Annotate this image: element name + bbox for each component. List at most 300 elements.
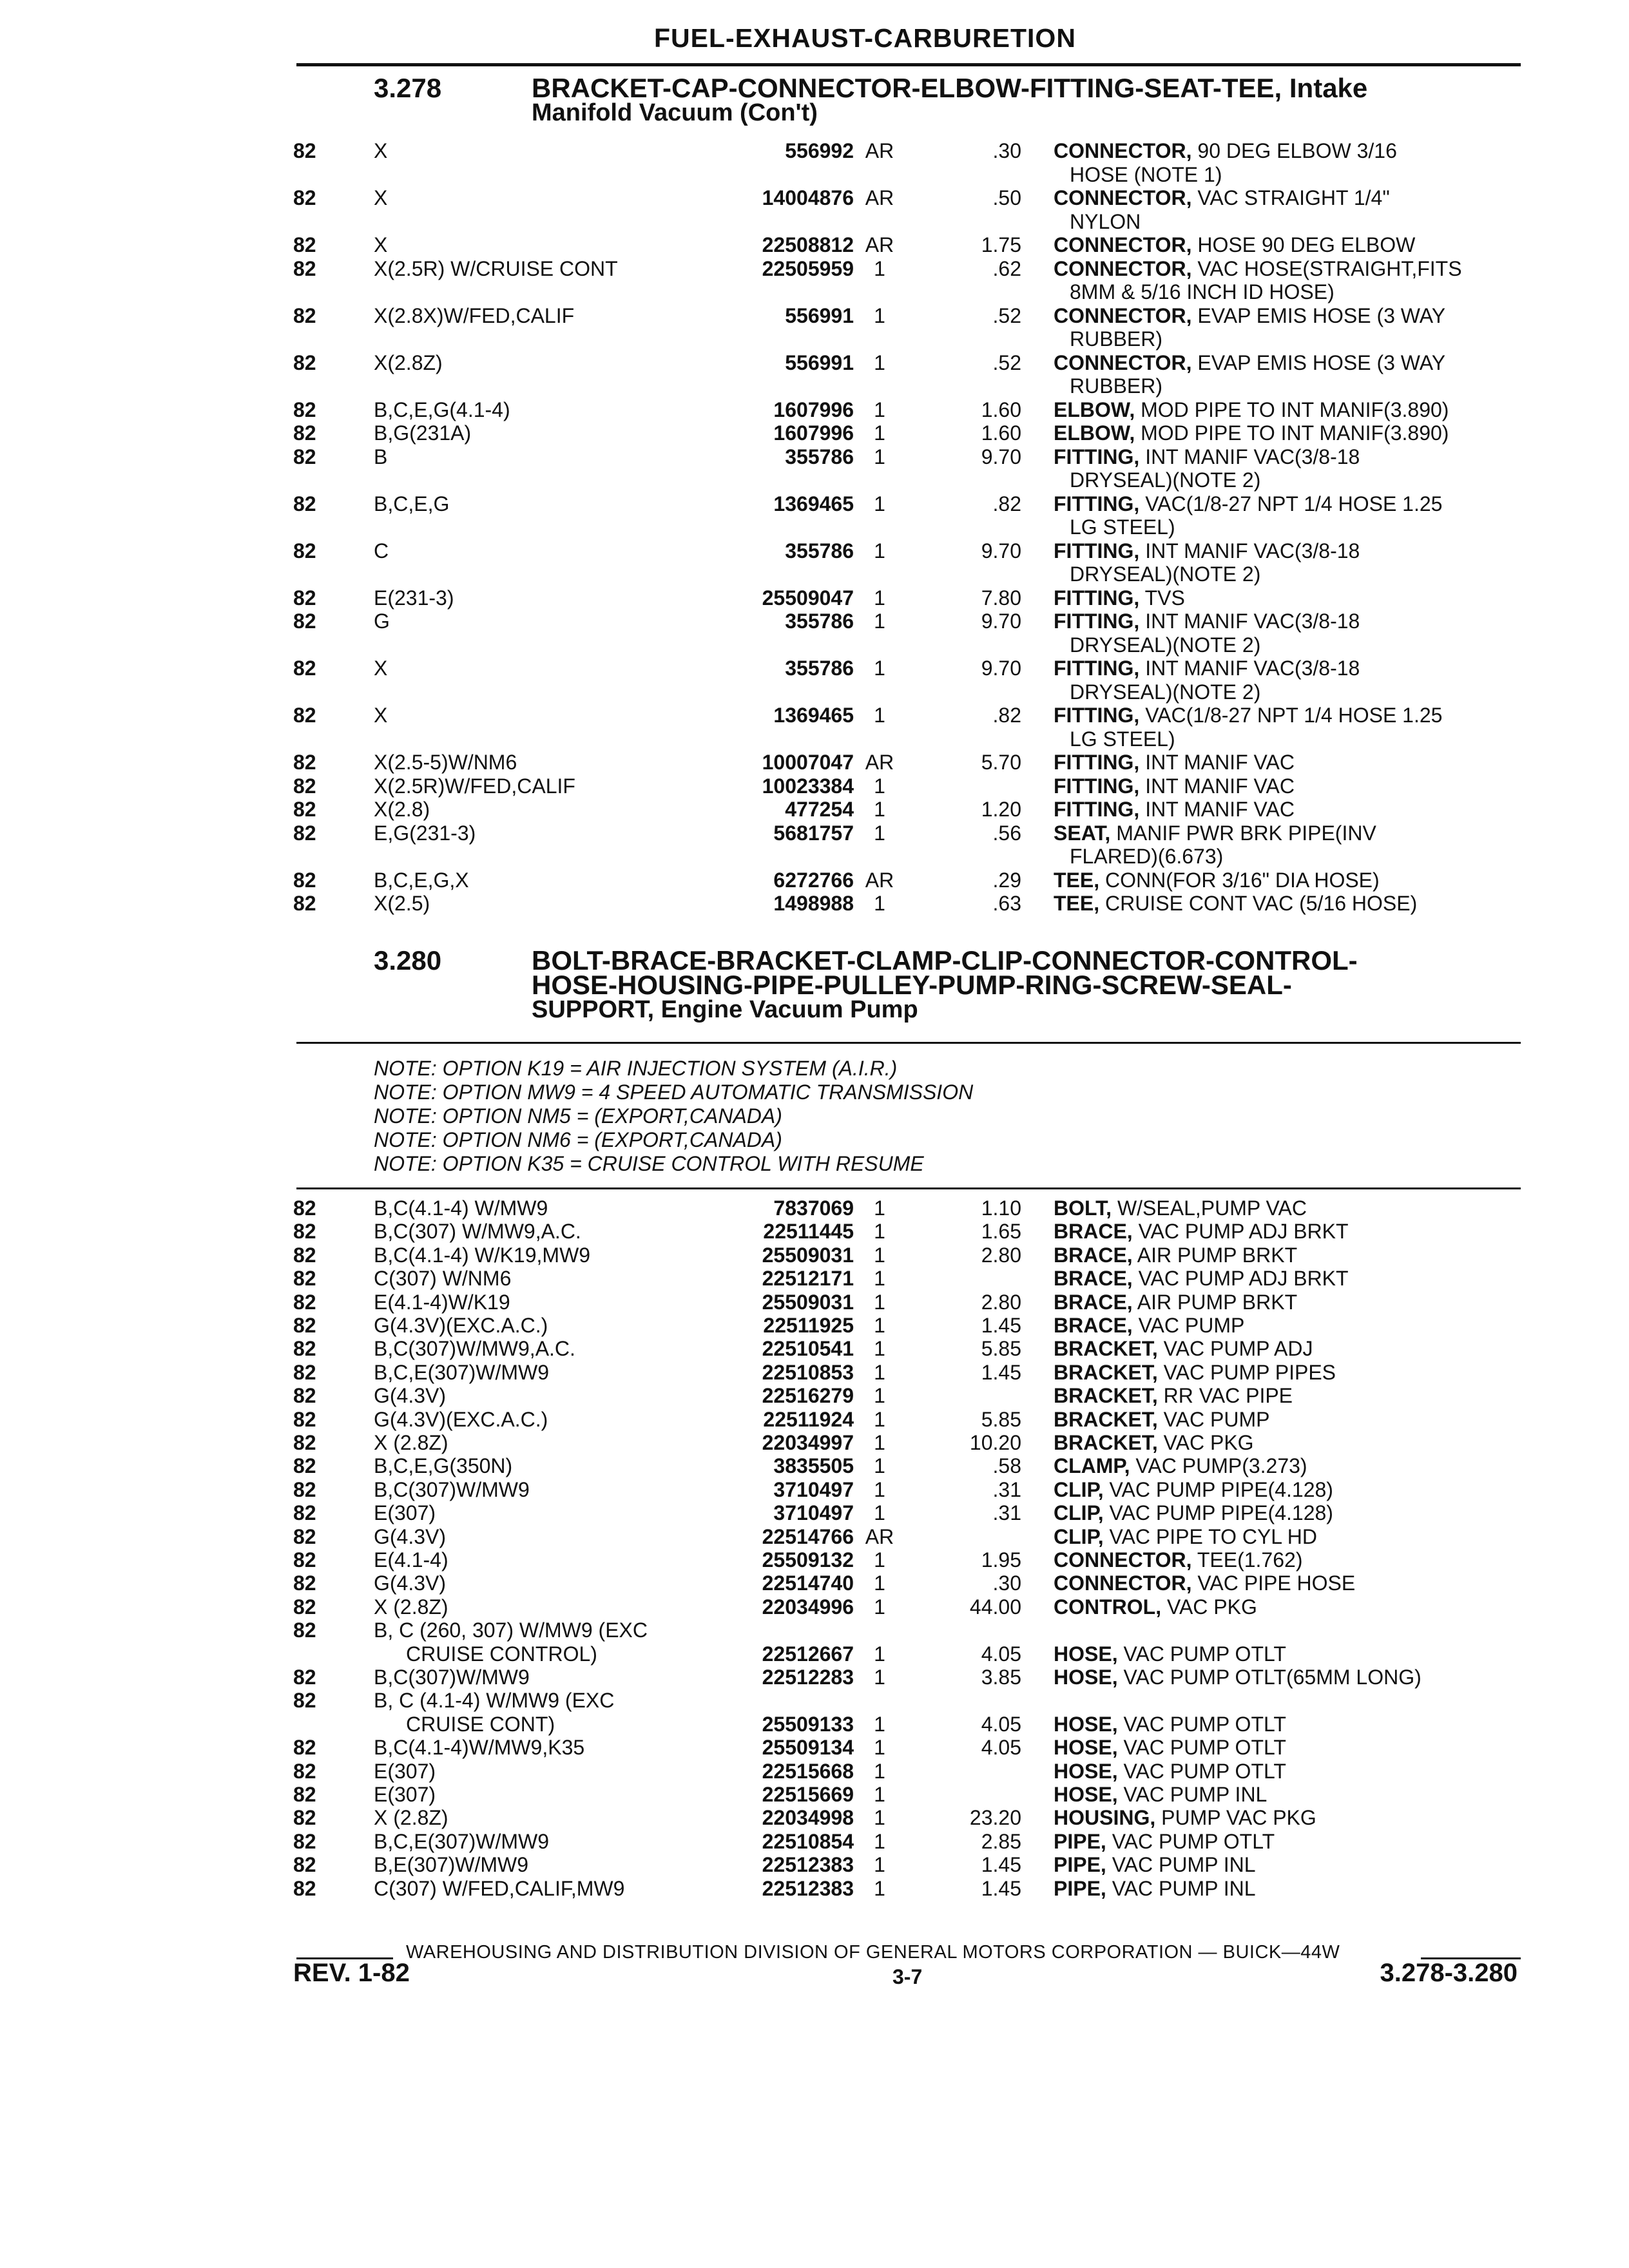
model-cell: X <box>374 657 388 680</box>
description-keyword: PIPE, <box>1054 1853 1106 1877</box>
price-cell: .50 <box>992 186 1021 209</box>
description-text: AIR PUMP BRKT <box>1137 1243 1298 1267</box>
description-cell <box>1054 1431 1524 1454</box>
description-text: EVAP EMIS HOSE (3 WAY <box>1197 303 1446 327</box>
part-number-cell: 22515668 <box>762 1759 854 1783</box>
year-cell: 82 <box>293 398 316 421</box>
model-cell: B,C,E(307)W/MW9 <box>374 1829 550 1853</box>
description-continuation: 8MM & 5/16 INCH ID HOSE) <box>1070 280 1335 303</box>
description-keyword: PIPE, <box>1054 1829 1106 1853</box>
description-cell <box>1054 1642 1524 1666</box>
year-cell: 82 <box>293 1829 316 1853</box>
description-cell <box>1054 1196 1524 1220</box>
part-number-cell: 22511924 <box>763 1407 854 1431</box>
page-header <box>296 23 1521 66</box>
model-cell: E(4.1-4) <box>374 1548 448 1571</box>
model-cell: B,C(307)W/MW9,A.C. <box>374 1337 575 1361</box>
description-text: MOD PIPE TO INT MANIF(3.890) <box>1141 421 1449 445</box>
year-cell: 82 <box>293 186 316 209</box>
section-range: 3.278-3.280 <box>1380 1959 1518 1987</box>
description-continuation: HOSE (NOTE 1) <box>1070 162 1222 186</box>
year-cell: 82 <box>293 1501 316 1525</box>
description-cell <box>1054 233 1524 256</box>
part-number-cell: 556992 <box>785 139 854 162</box>
description-cell <box>1054 1408 1524 1431</box>
part-number-cell: 477254 <box>785 798 854 821</box>
year-cell: 82 <box>293 1360 316 1384</box>
quantity-cell: AR <box>865 751 894 774</box>
model-cell: B,C,E,G <box>374 492 450 515</box>
quantity-cell: 1 <box>874 1220 885 1244</box>
year-cell: 82 <box>293 1666 316 1689</box>
description-cell <box>1054 610 1524 633</box>
year-cell: 82 <box>293 1220 316 1244</box>
model-cell-continued: CRUISE CONT) <box>406 1712 555 1736</box>
price-cell: .31 <box>992 1501 1021 1525</box>
description-keyword: FITTING, <box>1054 445 1140 468</box>
part-number-cell: 355786 <box>785 610 854 633</box>
year-cell: 82 <box>293 1548 316 1571</box>
section-title-line: SUPPORT, Engine Vacuum Pump <box>532 996 918 1023</box>
price-cell: 23.20 <box>969 1806 1021 1830</box>
price-cell: 2.80 <box>981 1243 1021 1267</box>
price-cell: 9.70 <box>981 657 1021 680</box>
price-cell: .30 <box>992 139 1021 162</box>
description-keyword: BRACE, <box>1054 1220 1133 1244</box>
description-keyword: HOSE, <box>1054 1666 1118 1689</box>
description-cell <box>1054 1525 1524 1548</box>
description-cell <box>1054 398 1524 421</box>
page-number: 3-7 <box>892 1965 923 1988</box>
page-header-title: FUEL-EXHAUST-CARBURETION <box>654 23 1076 53</box>
year-cell: 82 <box>293 1243 316 1267</box>
section-number: 3.278 <box>374 73 442 103</box>
year-cell: 82 <box>293 1806 316 1830</box>
description-cell <box>1054 1830 1524 1853</box>
description-keyword: CONNECTOR, <box>1054 139 1192 162</box>
description-keyword: HOSE, <box>1054 1712 1118 1736</box>
divider <box>296 1042 1521 1044</box>
note-line: NOTE: OPTION MW9 = 4 SPEED AUTOMATIC TRANSMISSION <box>374 1081 974 1104</box>
description-keyword: CLAMP, <box>1054 1454 1130 1478</box>
section-3280-heading <box>374 945 1534 1032</box>
description-cell <box>1054 1220 1524 1243</box>
quantity-cell: 1 <box>874 1783 885 1806</box>
part-number-cell: 10023384 <box>762 774 854 798</box>
quantity-cell: 1 <box>874 1736 885 1760</box>
section-title-line: HOSE-HOUSING-PIPE-PULLEY-PUMP-RING-SCREW-SEAL- <box>532 970 1292 1000</box>
price-cell: 3.85 <box>981 1666 1021 1689</box>
description-cell <box>1054 304 1524 327</box>
part-number-cell: 22511445 <box>763 1220 854 1244</box>
description-keyword: HOSE, <box>1054 1642 1118 1666</box>
description-cell <box>1054 186 1524 209</box>
year-cell: 82 <box>293 657 316 680</box>
section-title-line: BOLT-BRACE-BRACKET-CLAMP-CLIP-CONNECTOR-CONTROL- <box>532 945 1358 975</box>
model-cell: X(2.5R)W/FED,CALIF <box>374 774 575 798</box>
quantity-cell: 1 <box>874 1431 885 1454</box>
quantity-cell: 1 <box>874 1267 885 1291</box>
model-cell: G <box>374 610 390 633</box>
part-number-cell: 556991 <box>785 351 854 374</box>
model-cell: B,C,E(307)W/MW9 <box>374 1360 550 1384</box>
year-cell: 82 <box>293 1407 316 1431</box>
model-cell: E(307) <box>374 1783 436 1806</box>
description-cell <box>1054 421 1524 445</box>
model-cell: G(4.3V) <box>374 1524 447 1548</box>
model-cell: C(307) W/FED,CALIF,MW9 <box>374 1876 625 1900</box>
price-cell: 2.80 <box>981 1290 1021 1314</box>
description-text: VAC PUMP INL <box>1123 1783 1268 1806</box>
description-cell <box>1054 492 1524 515</box>
description-cell <box>1054 1713 1524 1736</box>
description-continuation: DRYSEAL)(NOTE 2) <box>1070 633 1261 657</box>
part-number-cell: 22510854 <box>762 1829 854 1853</box>
description-cell <box>1054 774 1524 798</box>
description-keyword: BRACKET, <box>1054 1384 1158 1408</box>
price-cell: 4.05 <box>981 1736 1021 1760</box>
quantity-cell: 1 <box>874 657 885 680</box>
description-text: VAC PUMP <box>1163 1407 1270 1431</box>
price-cell: .82 <box>992 704 1021 727</box>
part-number-cell: 556991 <box>785 303 854 327</box>
part-number-cell: 22034998 <box>762 1806 854 1830</box>
year-cell: 82 <box>293 1337 316 1361</box>
part-number-cell: 6272766 <box>773 868 854 892</box>
year-cell: 82 <box>293 1619 316 1642</box>
description-text: VAC STRAIGHT 1/4" <box>1197 186 1390 209</box>
quantity-cell: 1 <box>874 1548 885 1571</box>
price-cell: .63 <box>992 892 1021 915</box>
description-continuation: RUBBER) <box>1070 327 1163 351</box>
year-cell: 82 <box>293 233 316 256</box>
description-text: INT MANIF VAC <box>1145 798 1295 821</box>
description-keyword: BRACE, <box>1054 1243 1133 1267</box>
model-cell: B,C(307)W/MW9 <box>374 1477 530 1501</box>
year-cell: 82 <box>293 774 316 798</box>
quantity-cell: 1 <box>874 1407 885 1431</box>
quantity-cell: 1 <box>874 421 885 445</box>
description-cell <box>1054 1478 1524 1501</box>
description-continuation: LG STEEL) <box>1070 727 1175 751</box>
note-line: NOTE: OPTION NM5 = (EXPORT,CANADA) <box>374 1104 782 1128</box>
description-cell <box>1054 1337 1524 1360</box>
part-number-cell: 22510541 <box>762 1337 854 1361</box>
description-text: TVS <box>1144 586 1185 610</box>
model-cell: G(4.3V) <box>374 1571 447 1595</box>
description-text: INT MANIF VAC(3/8-18 <box>1145 610 1360 633</box>
description-keyword: HOUSING, <box>1054 1806 1156 1830</box>
description-text: VAC PKG <box>1163 1431 1254 1454</box>
model-cell: X(2.5-5)W/NM6 <box>374 751 517 774</box>
description-text: VAC PUMP ADJ BRKT <box>1138 1267 1349 1291</box>
part-number-cell: 22514766 <box>762 1524 854 1548</box>
price-cell: 4.05 <box>981 1642 1021 1666</box>
footer-publisher: WAREHOUSING AND DISTRIBUTION DIVISION OF GENERAL MOTORS CORPORATION — BUICK—44W <box>406 1942 1340 1963</box>
part-number-cell: 22516279 <box>762 1384 854 1408</box>
description-text: HOSE 90 DEG ELBOW <box>1197 233 1416 256</box>
description-cell <box>1054 1571 1524 1595</box>
quantity-cell: 1 <box>874 1290 885 1314</box>
part-number-cell: 10007047 <box>762 751 854 774</box>
year-cell: 82 <box>293 610 316 633</box>
description-text: VAC PUMP PIPES <box>1163 1360 1336 1384</box>
part-number-cell: 22508812 <box>762 233 854 256</box>
description-keyword: CONNECTOR, <box>1054 1548 1192 1571</box>
price-cell: 1.45 <box>981 1360 1021 1384</box>
description-cell <box>1054 1291 1524 1314</box>
quantity-cell: 1 <box>874 1384 885 1408</box>
description-text: 90 DEG ELBOW 3/16 <box>1197 139 1397 162</box>
description-cell <box>1054 1384 1524 1407</box>
year-cell: 82 <box>293 303 316 327</box>
part-number-cell: 25509047 <box>762 586 854 610</box>
model-cell: B,C,E,G(4.1-4) <box>374 398 510 421</box>
model-cell: X (2.8Z) <box>374 1806 448 1830</box>
price-cell: .56 <box>992 821 1021 845</box>
description-text: INT MANIF VAC(3/8-18 <box>1145 445 1360 468</box>
divider <box>296 1187 1521 1189</box>
description-keyword: BRACKET, <box>1054 1431 1158 1454</box>
price-cell: 1.20 <box>981 798 1021 821</box>
price-cell: .82 <box>992 492 1021 515</box>
year-cell: 82 <box>293 1595 316 1619</box>
description-keyword: ELBOW, <box>1054 421 1135 445</box>
year-cell: 82 <box>293 1853 316 1877</box>
quantity-cell: 1 <box>874 1337 885 1361</box>
quantity-cell: 1 <box>874 774 885 798</box>
description-cell <box>1054 657 1524 680</box>
year-cell: 82 <box>293 445 316 468</box>
part-number-cell: 25509133 <box>762 1712 854 1736</box>
model-cell: E(231-3) <box>374 586 454 610</box>
model-cell: X(2.5) <box>374 892 430 915</box>
description-cell <box>1054 892 1524 915</box>
description-text: TEE(1.762) <box>1197 1548 1303 1571</box>
description-keyword: CONNECTOR, <box>1054 186 1192 209</box>
description-text: VAC PUMP ADJ BRKT <box>1138 1220 1349 1244</box>
quantity-cell: 1 <box>874 398 885 421</box>
description-text: W/SEAL,PUMP VAC <box>1117 1196 1307 1220</box>
description-text: CRUISE CONT VAC (5/16 HOSE) <box>1105 892 1418 915</box>
price-cell: 2.85 <box>981 1829 1021 1853</box>
price-cell: .31 <box>992 1477 1021 1501</box>
description-cell <box>1054 586 1524 610</box>
description-text: VAC(1/8-27 NPT 1/4 HOSE 1.25 <box>1145 704 1443 727</box>
description-text: VAC(1/8-27 NPT 1/4 HOSE 1.25 <box>1145 492 1443 515</box>
section-3278-heading <box>374 73 1534 134</box>
quantity-cell: AR <box>865 139 894 162</box>
price-cell: 9.70 <box>981 445 1021 468</box>
description-cell <box>1054 1666 1524 1689</box>
part-number-cell: 1607996 <box>773 398 854 421</box>
quantity-cell: 1 <box>874 1477 885 1501</box>
section-title: BRACKET-CAP-CONNECTOR-ELBOW-FITTING-SEAT-TEE, Intake <box>532 73 1368 103</box>
description-text: INT MANIF VAC <box>1145 774 1295 798</box>
description-cell <box>1054 869 1524 892</box>
part-number-cell: 25509132 <box>762 1548 854 1571</box>
part-number-cell: 355786 <box>785 445 854 468</box>
model-cell: G(4.3V) <box>374 1384 447 1408</box>
year-cell: 82 <box>293 539 316 562</box>
description-cell <box>1054 1806 1524 1829</box>
model-cell: E(307) <box>374 1501 436 1525</box>
part-number-cell: 1369465 <box>773 704 854 727</box>
description-text: VAC PUMP ADJ <box>1163 1337 1313 1361</box>
section-subtitle: Manifold Vacuum (Con't) <box>532 99 818 126</box>
quantity-cell: AR <box>865 233 894 256</box>
price-cell: 5.85 <box>981 1407 1021 1431</box>
part-number-cell: 22512283 <box>762 1666 854 1689</box>
part-number-cell: 14004876 <box>762 186 854 209</box>
description-text: VAC PUMP PIPE(4.128) <box>1109 1501 1333 1525</box>
year-cell: 82 <box>293 1384 316 1408</box>
quantity-cell: 1 <box>874 1853 885 1877</box>
quantity-cell: 1 <box>874 303 885 327</box>
price-cell: .29 <box>992 868 1021 892</box>
year-cell: 82 <box>293 821 316 845</box>
description-keyword: FITTING, <box>1054 492 1140 515</box>
quantity-cell: 1 <box>874 539 885 562</box>
quantity-cell: 1 <box>874 1806 885 1830</box>
model-cell: B, C (260, 307) W/MW9 (EXC <box>374 1619 648 1642</box>
year-cell: 82 <box>293 1759 316 1783</box>
model-cell: B <box>374 445 388 468</box>
model-cell: B, C (4.1-4) W/MW9 (EXC <box>374 1689 615 1713</box>
description-cell <box>1054 1853 1524 1876</box>
price-cell: 1.75 <box>981 233 1021 256</box>
model-cell: E,G(231-3) <box>374 821 476 845</box>
price-cell: .58 <box>992 1454 1021 1478</box>
year-cell: 82 <box>293 1524 316 1548</box>
model-cell: X(2.8X)W/FED,CALIF <box>374 303 575 327</box>
description-keyword: BRACKET, <box>1054 1360 1158 1384</box>
part-number-cell: 355786 <box>785 539 854 562</box>
description-keyword: FITTING, <box>1054 798 1140 821</box>
year-cell: 82 <box>293 256 316 280</box>
description-keyword: FITTING, <box>1054 751 1140 774</box>
description-keyword: FITTING, <box>1054 586 1140 610</box>
description-text: VAC PUMP OTLT <box>1123 1642 1286 1666</box>
model-cell: B,C(4.1-4) W/K19,MW9 <box>374 1243 591 1267</box>
year-cell: 82 <box>293 798 316 821</box>
quantity-cell: 1 <box>874 798 885 821</box>
price-cell: .30 <box>992 1571 1021 1595</box>
quantity-cell: 1 <box>874 1666 885 1689</box>
description-cell <box>1054 1548 1524 1571</box>
description-text: EVAP EMIS HOSE (3 WAY <box>1197 351 1446 374</box>
description-text: MANIF PWR BRK PIPE(INV <box>1116 821 1376 845</box>
description-keyword: BOLT, <box>1054 1196 1112 1220</box>
description-continuation: LG STEEL) <box>1070 515 1175 539</box>
price-cell: 1.60 <box>981 421 1021 445</box>
description-cell <box>1054 1314 1524 1337</box>
revision-label: REV. 1-82 <box>293 1959 410 1987</box>
description-keyword: HOSE, <box>1054 1783 1118 1806</box>
description-text: AIR PUMP BRKT <box>1137 1290 1298 1314</box>
quantity-cell: AR <box>865 868 894 892</box>
description-cell <box>1054 351 1524 374</box>
note-line: NOTE: OPTION K19 = AIR INJECTION SYSTEM (A.I.R.) <box>374 1057 898 1080</box>
price-cell: .52 <box>992 303 1021 327</box>
note-line: NOTE: OPTION K35 = CRUISE CONTROL WITH RESUME <box>374 1152 924 1175</box>
description-continuation: RUBBER) <box>1070 374 1163 398</box>
description-text: VAC PUMP PIPE(4.128) <box>1109 1477 1333 1501</box>
description-cell <box>1054 1877 1524 1900</box>
year-cell: 82 <box>293 351 316 374</box>
description-keyword: BRACKET, <box>1054 1337 1158 1361</box>
model-cell-continued: CRUISE CONTROL) <box>406 1642 597 1666</box>
part-number-cell: 22511925 <box>763 1314 854 1337</box>
description-keyword: FITTING, <box>1054 610 1140 633</box>
description-text: VAC PIPE TO CYL HD <box>1109 1524 1318 1548</box>
model-cell: B,C(4.1-4) W/MW9 <box>374 1196 548 1220</box>
description-keyword: SEAT, <box>1054 821 1111 845</box>
quantity-cell: 1 <box>874 1360 885 1384</box>
year-cell: 82 <box>293 492 316 515</box>
description-keyword: CLIP, <box>1054 1524 1104 1548</box>
price-cell: 44.00 <box>969 1595 1021 1619</box>
description-keyword: CONNECTOR, <box>1054 1571 1192 1595</box>
description-text: VAC PKG <box>1166 1595 1257 1619</box>
year-cell: 82 <box>293 868 316 892</box>
description-keyword: HOSE, <box>1054 1736 1118 1760</box>
price-cell: 7.80 <box>981 586 1021 610</box>
price-cell: 1.45 <box>981 1853 1021 1877</box>
year-cell: 82 <box>293 139 316 162</box>
description-keyword: CONNECTOR, <box>1054 303 1192 327</box>
description-text: CONN(FOR 3/16" DIA HOSE) <box>1105 868 1380 892</box>
quantity-cell: 1 <box>874 1876 885 1900</box>
quantity-cell: 1 <box>874 1642 885 1666</box>
description-text: VAC PUMP OTLT <box>1112 1829 1275 1853</box>
model-cell: C(307) W/NM6 <box>374 1267 512 1291</box>
year-cell: 82 <box>293 1314 316 1337</box>
quantity-cell: 1 <box>874 1454 885 1478</box>
model-cell: E(4.1-4)W/K19 <box>374 1290 510 1314</box>
quantity-cell: 1 <box>874 892 885 915</box>
description-cell <box>1054 1244 1524 1267</box>
year-cell: 82 <box>293 751 316 774</box>
description-text: INT MANIF VAC(3/8-18 <box>1145 657 1360 680</box>
description-keyword: TEE, <box>1054 868 1100 892</box>
price-cell: 1.60 <box>981 398 1021 421</box>
description-cell <box>1054 751 1524 774</box>
description-keyword: CLIP, <box>1054 1501 1104 1525</box>
description-keyword: TEE, <box>1054 892 1100 915</box>
price-cell: 1.10 <box>981 1196 1021 1220</box>
price-cell: 5.85 <box>981 1337 1021 1361</box>
part-number-cell: 3710497 <box>773 1501 854 1525</box>
year-cell: 82 <box>293 1196 316 1220</box>
part-number-cell: 5681757 <box>773 821 854 845</box>
part-number-cell: 22034996 <box>762 1595 854 1619</box>
year-cell: 82 <box>293 1431 316 1454</box>
quantity-cell: 1 <box>874 1571 885 1595</box>
year-cell: 82 <box>293 892 316 915</box>
quantity-cell: 1 <box>874 1243 885 1267</box>
price-cell: 1.65 <box>981 1220 1021 1244</box>
description-keyword: FITTING, <box>1054 704 1140 727</box>
quantity-cell: 1 <box>874 445 885 468</box>
part-number-cell: 25509031 <box>762 1243 854 1267</box>
description-text: PUMP VAC PKG <box>1161 1806 1316 1830</box>
part-number-cell: 22512171 <box>762 1267 854 1291</box>
description-text: VAC PUMP <box>1138 1314 1245 1337</box>
description-cell <box>1054 1267 1524 1290</box>
description-keyword: BRACKET, <box>1054 1407 1158 1431</box>
model-cell: E(307) <box>374 1759 436 1783</box>
